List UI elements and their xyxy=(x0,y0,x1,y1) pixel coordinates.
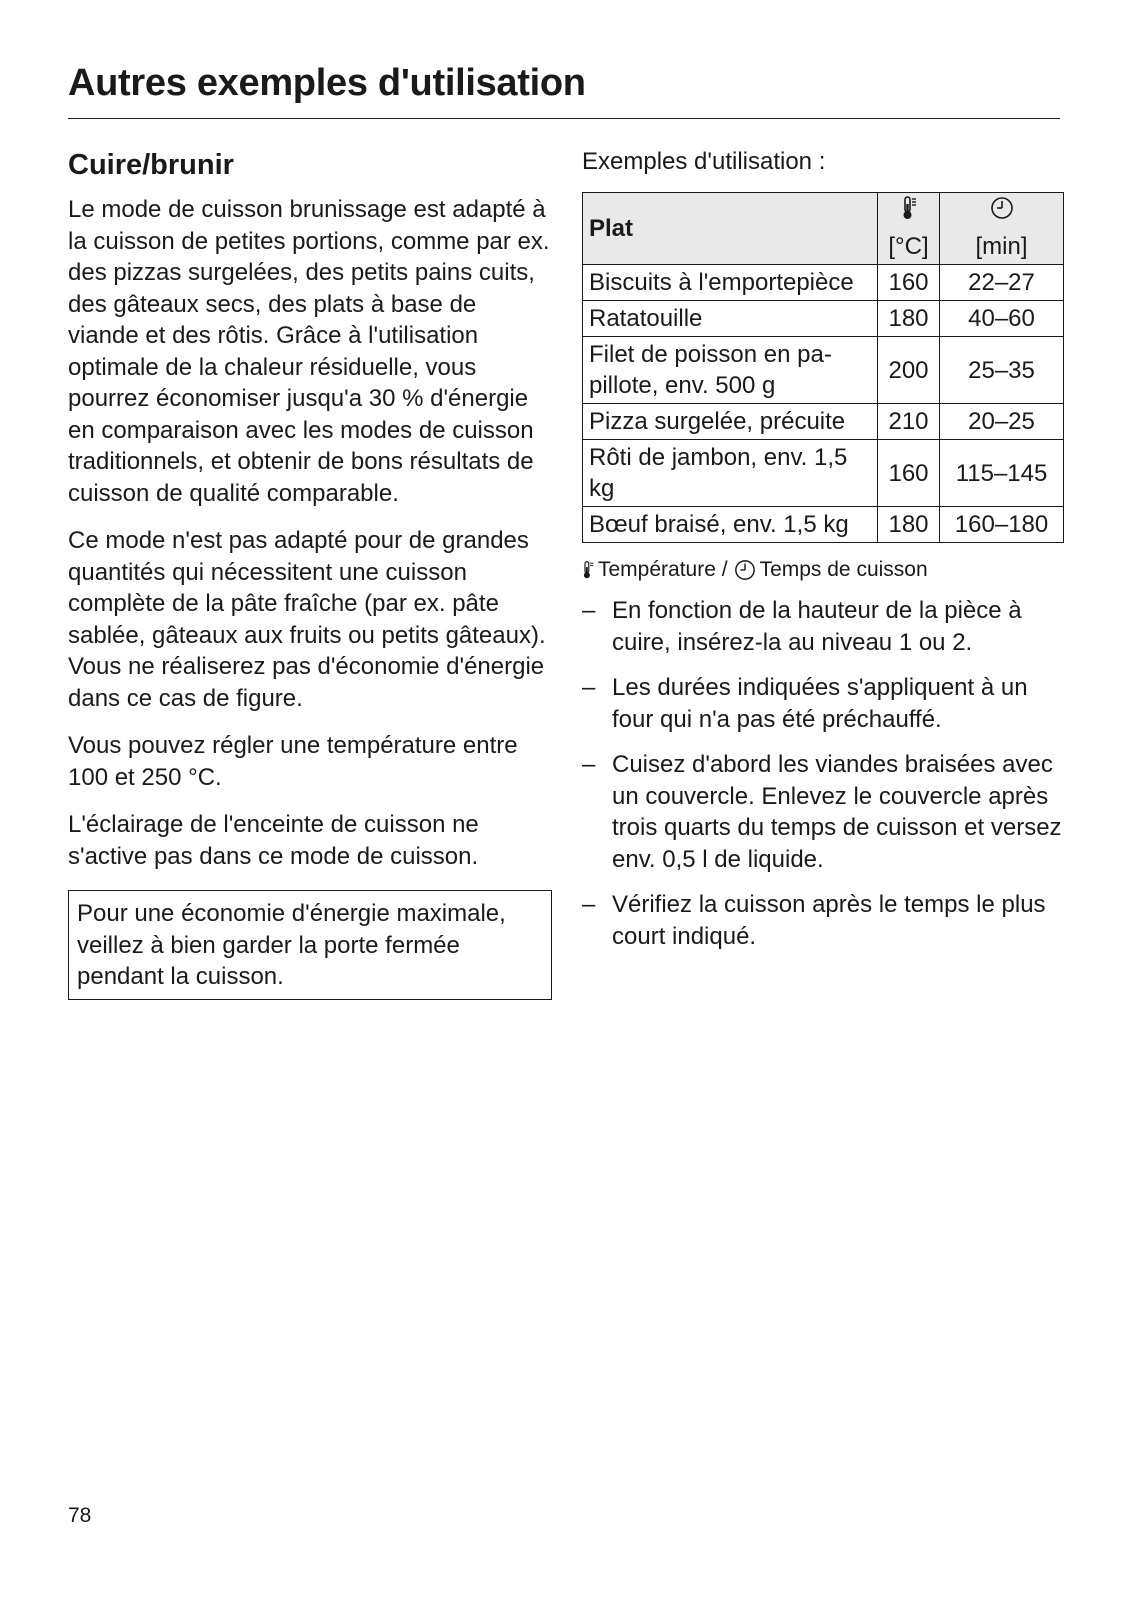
section-title: Cuire/brunir xyxy=(68,149,234,181)
list-item xyxy=(582,672,1064,735)
dish-column-header: Plat xyxy=(583,193,878,265)
dish-cell: Ratatouille xyxy=(583,301,878,337)
table-row xyxy=(583,301,1064,337)
temperature-cell: 160 xyxy=(878,265,940,301)
left-column xyxy=(68,146,552,1000)
clock-icon xyxy=(946,195,1057,231)
table-row xyxy=(583,265,1064,301)
right-column xyxy=(582,146,1064,966)
tip-text: Les durées indiquées s'appliquent à un four qui n'a pas été préchauffé. xyxy=(612,674,1028,733)
tips-list xyxy=(582,595,1064,952)
list-item xyxy=(582,595,1064,658)
dish-cell: Biscuits à l'emportepièce xyxy=(583,265,878,301)
intro-paragraph: Le mode de cuisson brunissage est adapté à la cuisson de petites portions, comme par ex. des pizzas surgelées, des petits pains cuits, des gâteaux secs, des plats à base de viande et des rôtis. Grâce à l'utilisation optimale de la chaleur résiduelle, vous pourrez économiser jusqu'a 30 % d'énergie en comparaison avec les modes de cuisson traditionnels, et obtenir de bons résultats de cuisson de qualité comparable. xyxy=(68,196,550,507)
table-header-row xyxy=(583,193,1064,265)
list-dash: – xyxy=(582,891,596,918)
temperature-cell: 180 xyxy=(878,507,940,543)
time-cell: 160–180 xyxy=(940,507,1064,543)
tip-text: Vérifiez la cuisson après le temps le plus court indiqué. xyxy=(612,891,1046,950)
temperature-cell: 160 xyxy=(878,440,940,507)
table-row xyxy=(583,507,1064,543)
list-dash: – xyxy=(582,597,596,624)
thermometer-icon xyxy=(582,559,594,581)
dish-cell: Rôti de jambon, env. 1,5 kg xyxy=(583,440,878,507)
temperature-column-header xyxy=(878,193,940,265)
tip-text: Cuisez d'abord les viandes braisées avec un couvercle. Enlevez le couvercle après trois quarts du temps de cuisson et versez env. 0,5 l de liquide. xyxy=(612,751,1062,873)
legend-temperature: Température / xyxy=(598,558,728,581)
energy-tip-box: Pour une économie d'énergie maximale, veillez à bien garder la porte fermée pendant la cuisson. xyxy=(68,890,552,1000)
page-number: 78 xyxy=(68,1504,92,1527)
cooking-table xyxy=(582,192,1064,543)
temperature-cell: 210 xyxy=(878,404,940,440)
time-column-header xyxy=(940,193,1064,265)
thermometer-icon xyxy=(884,195,933,231)
limitation-paragraph: Ce mode n'est pas adapté pour de grandes quantités qui nécessitent une cuisson complète de la pâte fraîche (par ex. pâte sablée, gâteaux aux fruits ou petits gâteaux). Vous ne réaliserez pas d'économie d'énergie dans ce cas de figure. xyxy=(68,527,546,712)
dish-cell: Filet de poisson en papillote, env. 500 g xyxy=(583,337,878,404)
dish-cell: Bœuf braisé, env. 1,5 kg xyxy=(583,507,878,543)
list-dash: – xyxy=(582,674,596,701)
tip-text: En fonction de la hauteur de la pièce à cuire, insérez-la au niveau 1 ou 2. xyxy=(612,597,1022,656)
time-cell: 115–145 xyxy=(940,440,1064,507)
table-row xyxy=(583,337,1064,404)
time-unit: [min] xyxy=(975,233,1028,260)
list-item xyxy=(582,749,1064,875)
lighting-paragraph: L'éclairage de l'enceinte de cuisson ne s'active pas dans ce mode de cuisson. xyxy=(68,811,479,870)
legend-time: Temps de cuisson xyxy=(759,558,928,581)
time-cell: 40–60 xyxy=(940,301,1064,337)
list-dash: – xyxy=(582,751,596,778)
temperature-range-paragraph: Vous pouvez régler une température entre 100 et 250 °C. xyxy=(68,732,518,791)
temperature-cell: 200 xyxy=(878,337,940,404)
title-divider xyxy=(68,118,1060,119)
clock-icon xyxy=(734,559,756,581)
time-cell: 20–25 xyxy=(940,404,1064,440)
time-cell: 25–35 xyxy=(940,337,1064,404)
table-row xyxy=(583,404,1064,440)
dish-cell: Pizza surgelée, précuite xyxy=(583,404,878,440)
table-row xyxy=(583,440,1064,507)
temperature-unit: [°C] xyxy=(888,233,929,260)
temperature-cell: 180 xyxy=(878,301,940,337)
examples-label: Exemples d'utilisation : xyxy=(582,148,826,175)
list-item xyxy=(582,889,1064,952)
time-cell: 22–27 xyxy=(940,265,1064,301)
table-legend xyxy=(582,555,1064,585)
page-title: Autres exemples d'utilisation xyxy=(68,62,586,104)
